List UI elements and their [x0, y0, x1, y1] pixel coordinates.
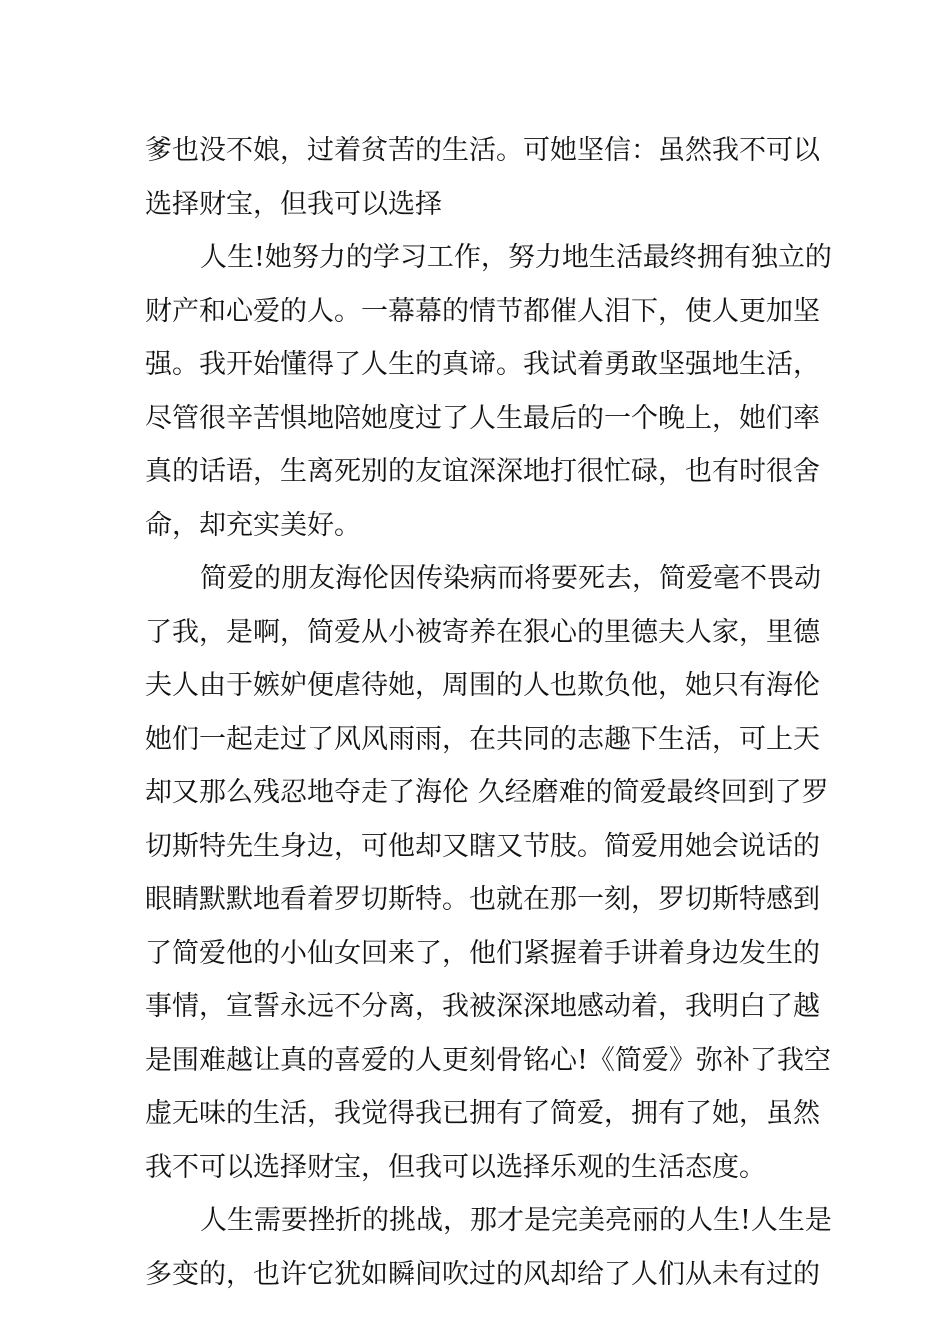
text-line: 她们一起走过了风风雨雨，在共同的志趣下生活，可上天 — [145, 723, 820, 755]
text-line: 事情，宣誓永远不分离，我被深深地感动着，我明白了越 — [145, 991, 820, 1022]
text-line: 虚无味的生活，我觉得我已拥有了简爱，拥有了她，虽然 — [145, 1098, 820, 1129]
text-line: 是围难越让真的喜爱的人更刻骨铭心!《简爱》弥补了我空 — [145, 1044, 831, 1076]
text-line: 强。我开始懂得了人生的真谛。我试着勇敢坚强地生活， — [145, 349, 820, 380]
text-line: 却又那么残忍地夺走了海伦 久经磨难的简爱最终回到了罗 — [145, 777, 829, 808]
text-line: 选择财宝，但我可以选择 — [145, 188, 442, 220]
text-line: 命，却充实美好。 — [145, 509, 361, 541]
text-line: 人生!她努力的学习工作，努力地生活最终拥有独立的 — [200, 242, 832, 273]
text-line: 了简爱他的小仙女回来了，他们紧握着手讲着身边发生的 — [145, 937, 820, 969]
text-line: 爹也没不娘，过着贫苦的生活。可她坚信：虽然我不可以 — [145, 135, 820, 166]
text-line: 人生需要挫折的挑战，那才是完美亮丽的人生!人生是 — [200, 1205, 832, 1236]
text-line: 了我，是啊，简爱从小被寄养在狠心的里德夫人家，里德 — [145, 616, 820, 648]
text-line: 简爱的朋友海伦因传染病而将要死去，简爱毫不畏动 — [200, 563, 821, 594]
text-line: 夫人由于嫉妒便虐待她，周围的人也欺负他，她只有海伦 — [145, 670, 820, 701]
text-line: 真的话语，生离死别的友谊深深地打很忙碌，也有时很舍 — [145, 456, 820, 487]
document-body — [145, 124, 832, 1301]
text-line: 眼睛默默地看着罗切斯特。也就在那一刻，罗切斯特感到 — [145, 884, 820, 915]
text-line: 我不可以选择财宝，但我可以选择乐观的生活态度。 — [145, 1151, 766, 1183]
text-line: 尽管很辛苦惧地陪她度过了人生最后的一个晚上，她们率 — [145, 402, 820, 434]
text-line: 财产和心爱的人。一幕幕的情节都催人泪下，使人更加坚 — [145, 295, 820, 327]
text-line: 切斯特先生身边，可他却又瞎又节肢。简爱用她会说话的 — [145, 830, 820, 862]
text-line: 多变的，也许它犹如瞬间吹过的风却给了人们从未有过的 — [145, 1258, 820, 1290]
